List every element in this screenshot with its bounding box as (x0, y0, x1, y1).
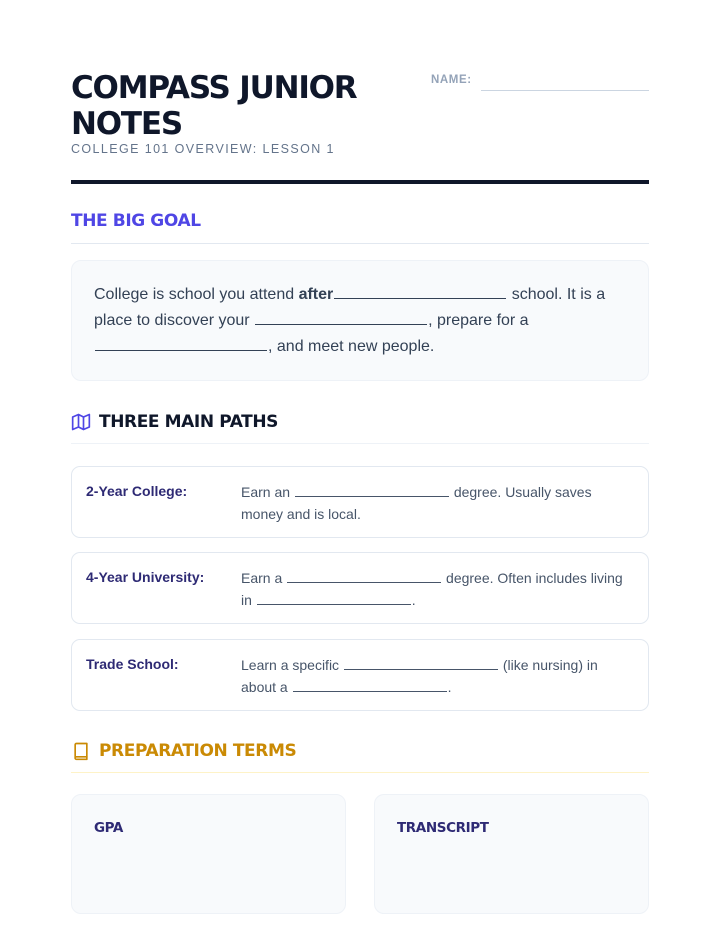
header-divider (71, 180, 649, 184)
path-text: . (411, 592, 416, 608)
page-title: COMPASS JUNIOR NOTES (71, 70, 357, 142)
fill-in-blank[interactable] (295, 484, 449, 497)
path-card-2-year (71, 466, 649, 538)
name-field-line[interactable] (481, 90, 649, 91)
section-heading-big-goal (71, 211, 649, 231)
path-name: 2-Year College: (86, 483, 188, 499)
term-card-gpa (71, 794, 346, 914)
goal-text: College is school you attend (94, 286, 299, 303)
term-title: TRANSCRIPT (397, 820, 489, 836)
goal-text: , prepare for a (428, 312, 529, 329)
map-icon (71, 412, 91, 432)
path-name: Trade School: (86, 656, 179, 672)
path-text: degree. Usually saves money and is local. (241, 484, 592, 522)
path-text: Learn a specific (241, 657, 343, 673)
path-text: (like nursing) in about a (241, 657, 598, 695)
section-divider (71, 443, 649, 444)
path-text: Earn an (241, 484, 294, 500)
page-subtitle: COLLEGE 101 OVERVIEW: LESSON 1 (71, 142, 335, 156)
term-card-transcript (374, 794, 649, 914)
path-description (241, 567, 631, 611)
term-title: GPA (94, 820, 123, 836)
goal-text: , and meet new people. (268, 338, 435, 355)
section-divider (71, 772, 649, 773)
goal-text-bold: after (298, 286, 334, 303)
path-description (241, 481, 631, 525)
goal-text: school. It is a place to discover your (94, 286, 606, 329)
section-heading-terms (71, 741, 649, 761)
path-card-4-year (71, 552, 649, 624)
name-label: NAME: (431, 74, 472, 86)
fill-in-blank[interactable] (95, 336, 267, 351)
fill-in-blank[interactable] (255, 310, 427, 325)
path-card-trade-school (71, 639, 649, 711)
book-icon (71, 741, 91, 761)
path-name: 4-Year University: (86, 569, 205, 585)
fill-in-blank[interactable] (257, 592, 411, 605)
path-text: Earn a (241, 570, 287, 586)
fill-in-blank[interactable] (344, 657, 498, 670)
fill-in-blank[interactable] (334, 284, 506, 299)
path-text: degree. Often includes living in (241, 570, 623, 608)
section-divider (71, 243, 649, 244)
path-description (241, 654, 631, 698)
fill-in-blank[interactable] (287, 570, 441, 583)
path-text: . (447, 679, 452, 695)
section-heading-paths (71, 412, 649, 432)
paths-heading-text: THREE MAIN PATHS (99, 412, 279, 432)
big-goal-heading-text: THE BIG GOAL (71, 211, 201, 231)
big-goal-box (71, 260, 649, 381)
terms-heading-text: PREPARATION TERMS (99, 741, 297, 761)
fill-in-blank[interactable] (293, 679, 447, 692)
